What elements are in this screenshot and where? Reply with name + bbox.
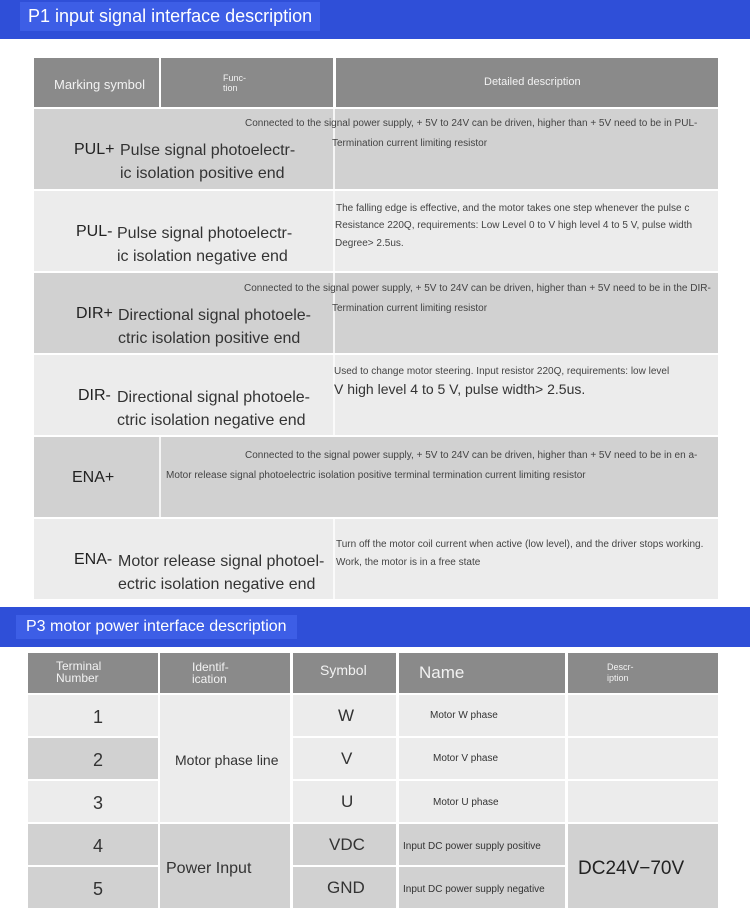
p3-terminal-5: 5	[28, 867, 158, 908]
p3-header-identification: Identif- ication	[160, 653, 290, 693]
p3-name-v: Motor V phase	[399, 738, 565, 779]
p3-group-motor-phase-line: Motor phase line	[160, 695, 290, 822]
p1-header-marking-symbol: Marking symbol	[34, 58, 159, 107]
p3-name-gnd: Input DC power supply negative	[399, 867, 565, 908]
p1-header-detailed-description: Detailed description	[336, 58, 718, 107]
p3-header-name: Name	[399, 653, 565, 693]
p3-header-symbol: Symbol	[293, 653, 396, 693]
p3-terminal-3: 3	[28, 781, 158, 822]
p1-symbol-ena-plus: ENA+	[72, 469, 115, 486]
p3-symbol-gnd: GND	[293, 867, 396, 908]
p3-name-u: Motor U phase	[399, 781, 565, 822]
p3-symbol-vdc: VDC	[293, 824, 396, 865]
p3-symbol-u: U	[293, 781, 396, 822]
p1-symbol-dir-minus: DIR-	[78, 387, 111, 404]
p3-desc-w	[568, 695, 718, 736]
p3-power-description: DC24V−70V	[568, 824, 718, 908]
p3-terminal-1: 1	[28, 695, 158, 736]
p3-section-banner	[0, 607, 750, 647]
p3-group-power-input: Power Input	[160, 824, 290, 908]
p1-symbol-pul-plus: PUL+	[74, 141, 115, 158]
p3-header-description: Descr- iption	[568, 653, 718, 693]
p3-section-title: P3 motor power interface description	[16, 615, 297, 639]
p3-name-w: Motor W phase	[399, 695, 565, 736]
p1-section-banner	[0, 0, 750, 39]
p1-symbol-dir-plus: DIR+	[76, 305, 113, 322]
p1-header-function: Func- tion	[161, 58, 333, 107]
p3-desc-v	[568, 738, 718, 779]
p1-section-title: P1 input signal interface description	[20, 2, 320, 31]
p3-desc-u	[568, 781, 718, 822]
p3-symbol-w: W	[293, 695, 396, 736]
p1-symbol-pul-minus: PUL-	[76, 223, 113, 240]
p3-symbol-v: V	[293, 738, 396, 779]
p3-terminal-2: 2	[28, 738, 158, 779]
p3-header-terminal-number: Terminal Number	[28, 653, 158, 693]
p3-name-vdc: Input DC power supply positive	[399, 824, 565, 865]
p1-symbol-ena-minus: ENA-	[74, 551, 113, 568]
p3-terminal-4: 4	[28, 824, 158, 865]
